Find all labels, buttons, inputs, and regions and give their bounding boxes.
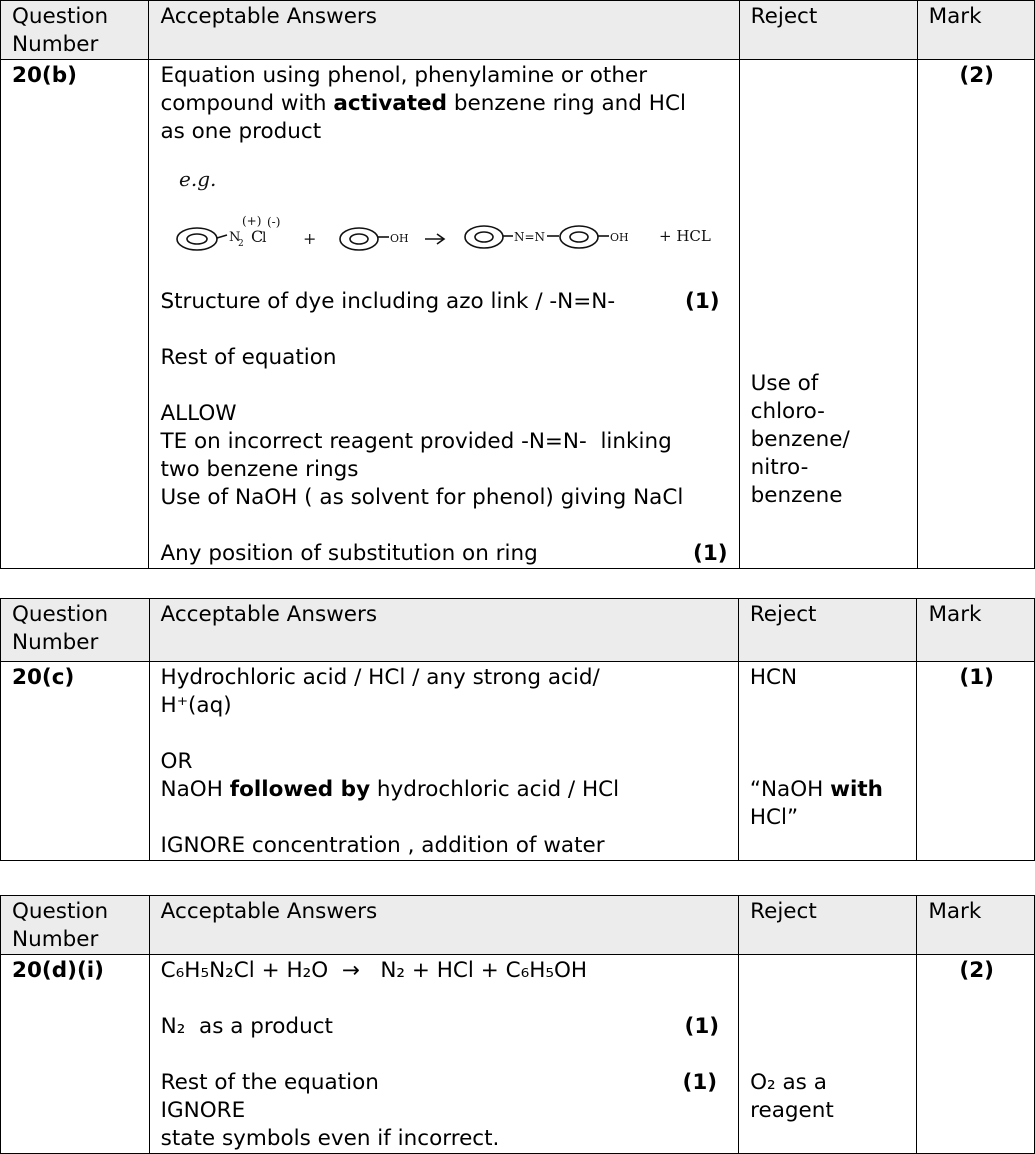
svg-text:C: C: [251, 227, 264, 246]
answer-line: Use of NaOH ( as solvent for phenol) giving NaCl: [160, 485, 684, 510]
svg-text:(+): (+): [242, 214, 262, 228]
mark-scheme-table-20b: [0, 0, 1035, 569]
emphasis-text: followed by: [229, 777, 371, 802]
header-acceptable-answers: Acceptable Answers: [149, 1, 739, 60]
answer-line-with-mark: Rest of the equation (1): [161, 1069, 727, 1097]
answer-line: TE on incorrect reagent provided -N=N- linking: [160, 429, 672, 454]
svg-text:N: N: [229, 230, 241, 245]
reject-line: O₂ as a: [750, 1070, 827, 1095]
equation-line: C₆H₅N₂Cl + H₂O → N₂ + HCl + C₆H₅OH: [160, 958, 588, 983]
eg-label: e.g.: [179, 167, 217, 191]
header-row: [1, 896, 1035, 955]
acceptable-answers-cell: [149, 955, 738, 1154]
answer-line-with-mark: Any position of substitution on ring (1): [160, 541, 728, 566]
answer-line-with-mark: N₂ as a product (1): [161, 1013, 727, 1041]
answer-line: two benzene rings: [160, 457, 359, 482]
reject-line: benzene/: [750, 427, 850, 452]
reject-line: Use of: [750, 371, 819, 396]
header-mark: Mark: [917, 896, 1035, 955]
reject-line: reagent: [750, 1098, 834, 1123]
answer-row-20d: [1, 955, 1035, 1154]
header-mark: Mark: [917, 599, 1035, 662]
header-acceptable-answers: Acceptable Answers: [149, 599, 738, 662]
azo-coupling-equation-drawing: [149, 146, 729, 288]
reject-cell: [739, 60, 917, 569]
svg-text:2: 2: [238, 239, 245, 249]
header-question-number: Question Number: [1, 896, 150, 955]
mark-scheme-table-20d: [0, 895, 1035, 1154]
header-question-number: Question Number: [1, 1, 149, 60]
header-question-number: Question Number: [1, 599, 150, 662]
header-row: [1, 1, 1035, 60]
mark-scheme-table-20c: [0, 598, 1035, 861]
answer-row-20b: [1, 60, 1035, 569]
part-mark: (1): [685, 289, 720, 314]
acceptable-answers-cell: [149, 662, 738, 861]
answer-line: state symbols even if incorrect.: [160, 1126, 500, 1151]
total-mark: (1): [917, 662, 1035, 861]
total-mark: (2): [917, 60, 1034, 569]
header-reject: Reject: [738, 599, 917, 662]
answer-line: compound with activated benzene ring and HCl: [160, 91, 686, 116]
hcl-product: + HCL: [659, 227, 712, 245]
question-number: 20(b): [1, 60, 149, 569]
answer-line: as one product: [160, 119, 322, 144]
emphasis-text: activated: [333, 91, 448, 116]
ignore-heading: IGNORE: [160, 1098, 246, 1123]
reject-line: nitro-: [750, 455, 809, 480]
reject-line: benzene: [750, 483, 843, 508]
acceptable-answers-cell: [149, 60, 739, 569]
part-mark: (1): [684, 1014, 720, 1039]
answer-row-20c: [1, 662, 1035, 861]
reject-line: HCN: [749, 665, 798, 690]
svg-text:+: +: [303, 229, 317, 248]
reject-cell: [738, 662, 917, 861]
part-mark: (1): [682, 1070, 718, 1095]
question-number: 20(c): [1, 662, 150, 861]
reject-cell: [739, 955, 917, 1154]
svg-text:l: l: [262, 230, 267, 246]
svg-text:OH: OH: [390, 232, 410, 245]
reject-line: chloro-: [750, 399, 825, 424]
reject-line: “NaOH with: [749, 777, 883, 802]
header-row: [1, 599, 1035, 662]
handwritten-equation-image: [149, 146, 738, 288]
header-mark: Mark: [917, 1, 1034, 60]
header-acceptable-answers: Acceptable Answers: [149, 896, 738, 955]
reject-line: HCl”: [749, 805, 799, 830]
answer-line: Hydrochloric acid / HCl / any strong acid/: [160, 665, 600, 690]
emphasis-text: with: [830, 777, 883, 802]
or-line: OR: [160, 749, 193, 774]
answer-line: Rest of equation: [160, 345, 337, 370]
part-mark: (1): [693, 541, 728, 566]
ignore-line: IGNORE concentration , addition of water: [160, 833, 605, 858]
question-number: 20(d)(i): [1, 955, 150, 1154]
svg-text:(-): (-): [267, 215, 281, 229]
answer-line-with-mark: Structure of dye including azo link / -N=N- (1): [160, 288, 727, 316]
answer-line: NaOH followed by hydrochloric acid / HCl: [160, 777, 620, 802]
total-mark: (2): [917, 955, 1035, 1154]
svg-text:N=N: N=N: [514, 230, 546, 244]
answer-line: H⁺(aq): [160, 693, 232, 718]
answer-line: Equation using phenol, phenylamine or other: [160, 63, 648, 88]
svg-text:OH: OH: [610, 231, 630, 244]
header-reject: Reject: [739, 1, 917, 60]
header-reject: Reject: [739, 896, 917, 955]
allow-heading: ALLOW: [160, 401, 237, 426]
